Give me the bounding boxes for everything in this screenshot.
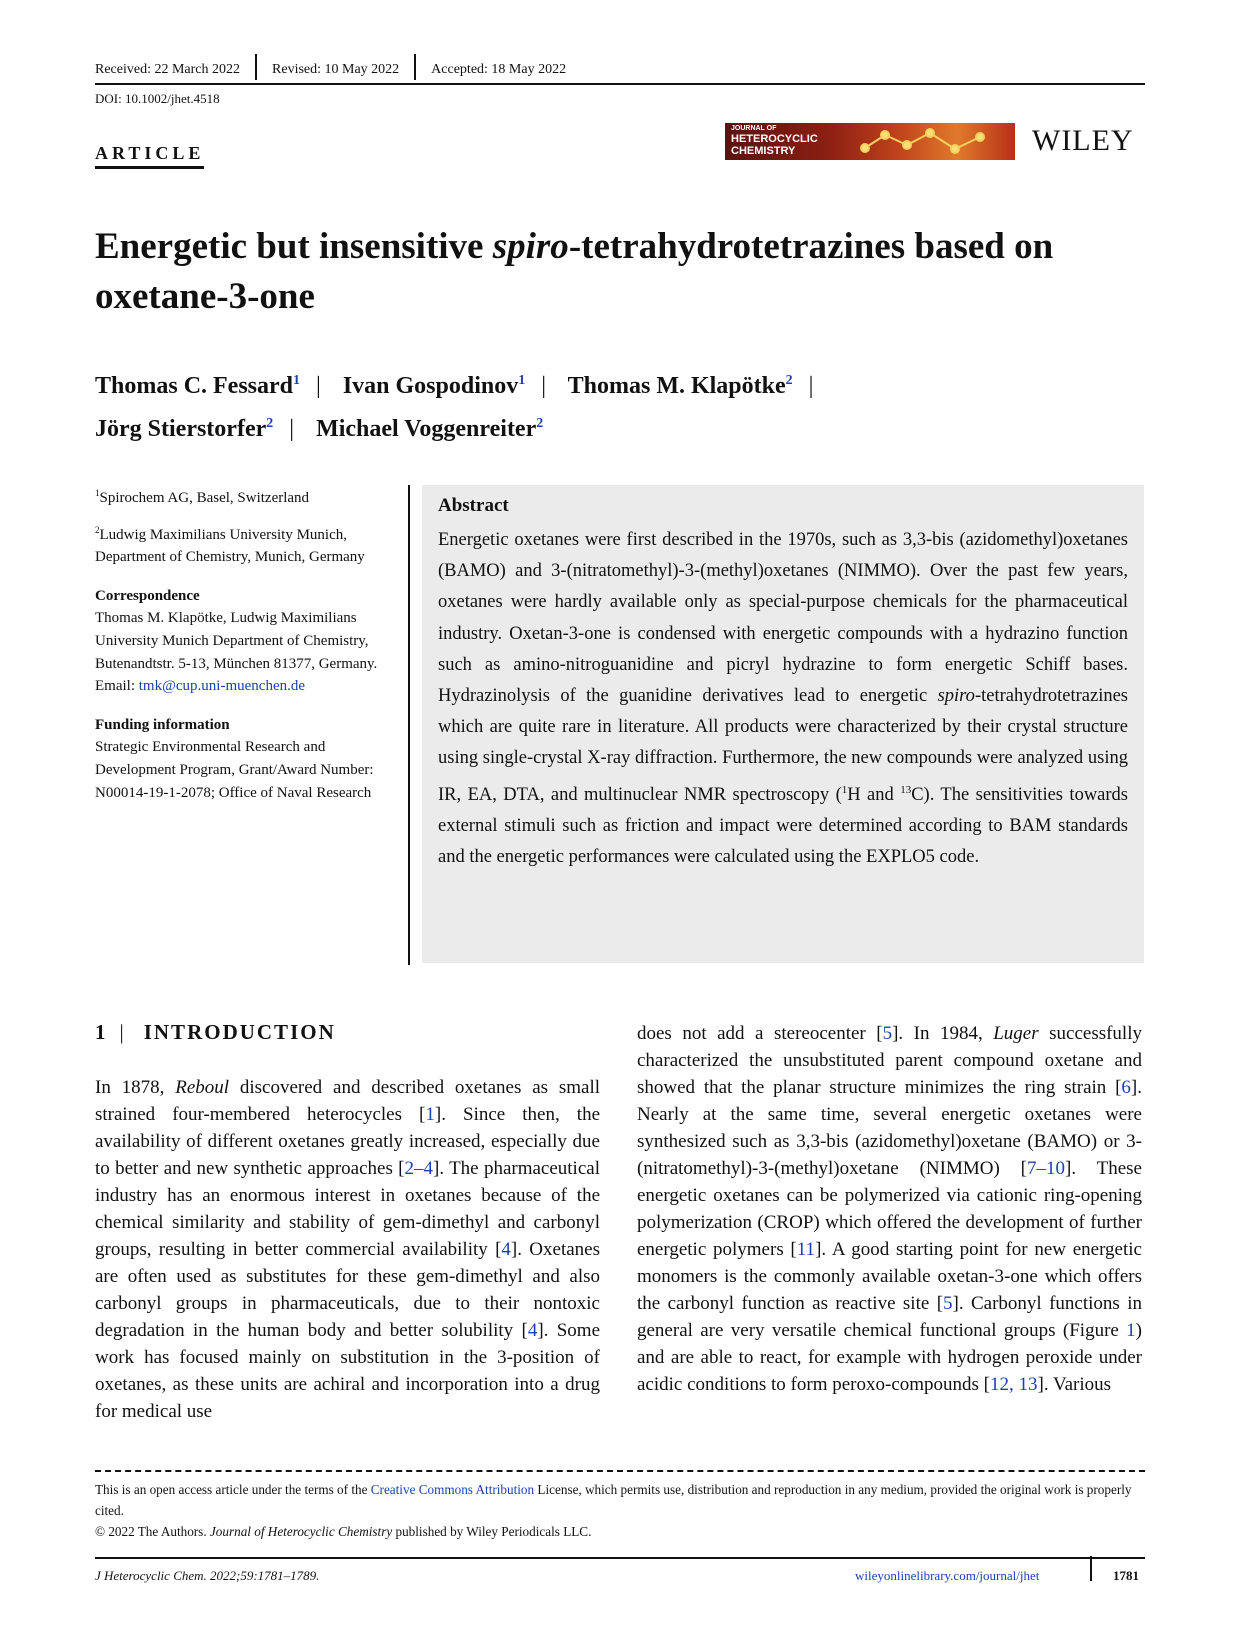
license-note: [95, 1479, 1145, 1542]
ref-link[interactable]: 4: [501, 1239, 511, 1260]
article-dates: [95, 60, 1145, 80]
page-separator: [1090, 1556, 1092, 1581]
received-date: Received: 22 March 2022: [95, 62, 241, 77]
figure-link[interactable]: 1: [1126, 1320, 1136, 1341]
ref-link[interactable]: 4: [527, 1320, 538, 1341]
ref-link[interactable]: 5: [943, 1293, 953, 1314]
author-list: Thomas C. Fessard$^1$ | Ivan Gospodinov$^1$ | Thomas M. Klapötke$^2$ | Jörg Stierstorfer$^2$ | Michael Voggenreiter$^2$: [95, 373, 814, 442]
revised-date: Revised: 10 May 2022: [272, 62, 400, 77]
accepted-date: Accepted: 18 May 2022: [431, 62, 567, 77]
author: Jörg Stierstorfer$^2$: [95, 416, 274, 442]
affiliation-1: $^1$Spirochem AG, Basel, Switzerland: [95, 488, 310, 506]
page-number: 1781: [1113, 1568, 1139, 1583]
ref-link[interactable]: 7–10: [1027, 1158, 1065, 1179]
ref-link[interactable]: 12, 13: [990, 1374, 1038, 1395]
abstract-heading: Abstract: [438, 495, 509, 516]
molecule-graphic-icon: [845, 123, 1015, 160]
author: Michael Voggenreiter$^2$: [316, 416, 544, 442]
copyright-text: © 2022 The Authors. Journal of Heterocyclic Chemistry published by Wiley Periodicals LLC.: [95, 1524, 592, 1539]
correspondence-text: Thomas M. Klapötke, Ludwig Maximilians University Munich Department of Chemistry, Butenandtstr. 5-13, München 81377, Germany. Email: tmk@cup.uni-muenchen.de: [95, 610, 378, 695]
affiliation-panel: [95, 482, 395, 813]
article-title: Energetic but insensitive spiro-tetrahydrotetrazines based on oxetane-3-one: [95, 226, 1054, 317]
license-link[interactable]: Creative Commons Attribution: [370, 1482, 535, 1497]
abstract-box: [422, 485, 1144, 963]
correspondence-heading: Correspondence: [95, 587, 200, 604]
journal-website-link[interactable]: wileyonlinelibrary.com/journal/jhet: [855, 1568, 1040, 1583]
ref-link[interactable]: 6: [1121, 1077, 1131, 1098]
body-column-left: In 1878, Reboul discovered and described oxetanes as small strained four-membered heterocycles [1]. Since then, the availability of different oxetanes greatly increased, especially due to better and new synthetic approaches [2–4]. The pharmaceutical industry has an enormous interest in oxetanes because of the chemical similarity and stability of gem-dimethyl and carbonyl groups, resulting in better commercial availability [4]. Oxetanes are often used as substitutes for these gem-dimethyl and also carbonyl groups in pharmaceuticals, due to their nontoxic degradation in the human body and better solubility [4]. Some work has focused mainly on substitution in the 3-position of oxetanes, as these units are achiral and incorporation into a drug for medical use: [95, 1077, 601, 1422]
ref-link[interactable]: 1: [425, 1104, 435, 1125]
journal-banner-title: HETEROCYCLIC CHEMISTRY: [731, 133, 818, 157]
body-column-right: does not add a stereocenter [5]. In 1984, Luger successfully characterized the unsubstituted parent compound oxetane and showed that the planar structure minimizes the ring strain [6]. Nearly at the same time, several energetic oxetanes were synthesized such as 3,3-bis (azidomethyl)oxetane (BAMO) or 3-(nitratomethyl)-3-(methyl)oxetane (NIMMO) [7–10]. These energetic oxetanes can be polymerized via cationic ring-opening polymerization (CROP) which offered the development of further energetic polymers [11]. A good starting point for new energetic monomers is the commonly available oxetan-3-one which offers the carbonyl function as reactive site [5]. Carbonyl functions in general are very versatile chemical functional groups (Figure 1) and are able to react, for example with hydrogen peroxide under acidic conditions to form peroxo-compounds [12, 13]. Various: [637, 1023, 1142, 1395]
column-rule: [408, 485, 410, 965]
funding-heading: Funding information: [95, 716, 230, 733]
ref-link[interactable]: 5: [882, 1023, 893, 1044]
journal-banner-small: JOURNAL OF: [731, 125, 777, 132]
license-text: This is an open access article under the terms of the Creative Commons Attribution License, which permits use, distribution and reproduction in any medium, provided the original work is properly cited.: [95, 1482, 1132, 1518]
section-heading: 1 | INTRODUCTION: [95, 1020, 336, 1044]
author: Thomas M. Klapötke$^2$: [567, 373, 793, 399]
author: Ivan Gospodinov$^1$: [342, 373, 526, 399]
doi: DOI: 10.1002/jhet.4518: [95, 91, 220, 106]
ref-link[interactable]: 2–4: [404, 1158, 433, 1179]
article-type-label: ARTICLE: [95, 143, 204, 169]
ref-link[interactable]: 11: [796, 1239, 816, 1260]
publisher-logo: WILEY: [1032, 124, 1134, 157]
author: Thomas C. Fessard$^1$: [95, 373, 301, 399]
journal-citation: J Heterocyclic Chem. 2022;59:1781–1789.: [95, 1568, 320, 1583]
footnote-divider: [95, 1470, 1145, 1472]
header-rule: [95, 83, 1145, 85]
email-link[interactable]: tmk@cup.uni-muenchen.de: [138, 678, 306, 695]
journal-logo-banner: [725, 123, 1015, 160]
affiliation-2: $^2$Ludwig Maximilians University Munich, Department of Chemistry, Munich, Germany: [95, 524, 365, 566]
footer-rule: [95, 1557, 1145, 1559]
funding-text: Strategic Environmental Research and Development Program, Grant/Award Number: N00014-19-1-2078; Office of Naval Research: [95, 739, 374, 801]
abstract-text: Energetic oxetanes were first described in the 1970s, such as 3,3-bis (azidomethyl)oxetanes (BAMO) and 3-(nitratomethyl)-3-(methyl)oxetanes (NIMMO). Over the past few years, oxetanes were hardly available only as special-purpose chemicals for the pharmaceutical industry. Oxetan-3-one is condensed with energetic compounds with a hydrazino function such as amino-nitroguanidine and picryl hydrazine to form energetic Schiff bases. Hydrazinolysis of the guanidine derivatives lead to energetic spiro-tetrahydrotetrazines which are quite rare in literature. All products were characterized by their crystal structure using single-crystal X-ray diffraction. Furthermore, the new compounds were analyzed using IR, EA, DTA, and multinuclear NMR spectroscopy ($^1$H and $^{13}$C). The sensitivities towards external stimuli such as friction and impact were determined according to BAM standards and the energetic performances were calculated using the EXPLO5 code.: [438, 530, 1128, 868]
